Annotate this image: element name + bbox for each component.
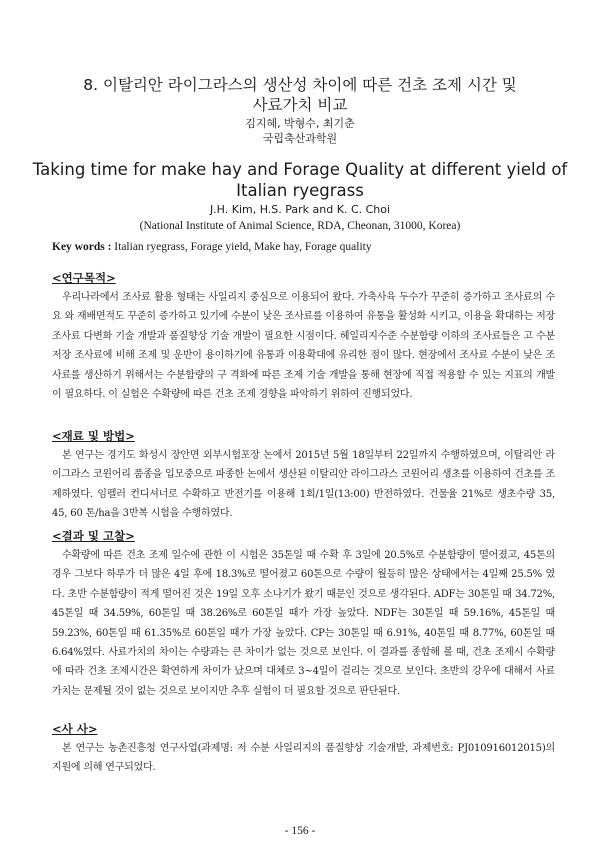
keywords-text: Italian ryegrass, Forage yield, Make hay, Forage quality xyxy=(111,241,372,253)
title-korean-line1: 8. 이탈리안 라이그라스의 생산성 차이에 따른 건초 조제 시간 및 xyxy=(83,76,517,94)
section-text-methods: 본 연구는 경기도 화성시 장안면 외부시험포장 논에서 2015년 5월 18일부터 22일까지 수행하였으며, 이탈리안 라이그라스 코윈어리 품종을 입모중으로 파종한 논에서 생산된 이탈리안 라이그라스 코윈어리 생초를 이용하여 건초를 조제하였다. 임펠러 컨디셔너로 수확하고 반전기를 이용해 1회/1일(13:00) 반전하였다. 건물율 21%로 생초수량 35, 45, 60 톤/ha을 3반복 시험을 수행하였다. xyxy=(52,450,555,520)
section-text-acknowledgment: 본 연구는 농촌진흥청 연구사업(과제명: 저 수분 사일리지의 품질향상 기술개발, 과제번호: PJ010916012015)의 지원에 의해 연구되었다. xyxy=(52,743,555,774)
title-english-line2: Italian ryegrass xyxy=(236,181,364,200)
authors-english: J.H. Kim, H.S. Park and K. C. Choi xyxy=(209,203,391,216)
authors-korean: 김지혜, 박형수, 최기춘 xyxy=(245,117,355,130)
section-heading-results: <결과 및 고찰> xyxy=(52,529,135,543)
institution-english: (National Institute of Animal Science, RDA, Cheonan, 31000, Korea) xyxy=(139,220,461,232)
section-heading-purpose: <연구목적> xyxy=(52,271,116,285)
section-heading-acknowledgment: <사 사> xyxy=(52,722,98,736)
page-number: - 156 - xyxy=(284,825,316,837)
section-text-results: 수확량에 따른 건초 조제 일수에 관한 이 시험은 35톤일 때 수확 후 3일에 20.5%로 수분함량이 떨어졌고, 45톤의 경우 그보다 하루가 더 많은 4일 후에 18.3%로 떨어졌고 60톤으로 수량이 월등히 많은 상태에서는 4일째 25.5% 였다. 초반 수분함량이 적게 떨어진 것은 19일 오후 소나기가 왔기 때문인 것으로 생각된다. ADF는 30톤일 때 34.72%, 45톤일 때 34.59%, 60톤일 때 38.26%로 60톤일 때가 가장 높았다. NDF는 30톤일 때 59.16%, 45톤일 때 59.23%, 60톤일 때 61.35%로 60톤일 때가 가장 높았다. CP는 30톤일 때 6.91%, 40톤일 때 8.77%, 60톤일 때 6.64%였다. 사료가치의 차이는 수량과는 큰 차이가 없는 것으로 보인다. 이 결과를 종합해 볼 때, 건초 조제시 수확량에 따라 건초 조제시간은 확연하게 차이가 났으며 대체로 3~4일이 걸리는 것으로 보인다. 초반의 강우에 대해서 사료가치는 문제될 것이 없는 것으로 보이지만 추후 실험이 더 필요할 것으로 판단된다. xyxy=(52,550,555,697)
section-text-purpose: 우리나라에서 조사료 활용 형태는 사일리지 중심으로 이용되어 왔다. 가축사육 두수가 꾸준히 증가하고 조사료의 수요 와 재배면적도 꾸준히 증가하고 있기에 수분이 낮은 조사료를 이용하여 유통을 활성화 시키고, 이용을 확대하는 저장 조사료 다변화 기술 개발과 품질향상 기술 개발이 필요한 시점이다. 헤일리지수준 수분함량 이하의 조사료들은 고 수분 저장 조사료에 비해 조제 및 운반이 용이하기에 유통과 이용확대에 유리한 점이 많다. 현장에서 조사료 수분이 낮은 조사료를 생산하기 위해서는 수분함량의 구 격화에 따른 조제 기술 개발을 통해 현장에 직접 적용할 수 있는 지표의 개발이 필요하다. 이 실험은 수확량에 따른 건초 조제 경향을 파악하기 위하여 진행되었다. xyxy=(52,292,555,401)
section-heading-methods: <재료 및 방법> xyxy=(52,429,135,443)
title-english-line1: Taking time for make hay and Forage Quality at different yield of xyxy=(32,160,568,179)
title-korean-line2: 사료가치 비교 xyxy=(252,96,348,114)
keywords xyxy=(52,240,562,254)
institution-korean: 국립축산과학원 xyxy=(262,132,338,145)
keywords-label: Key words : xyxy=(52,241,112,253)
